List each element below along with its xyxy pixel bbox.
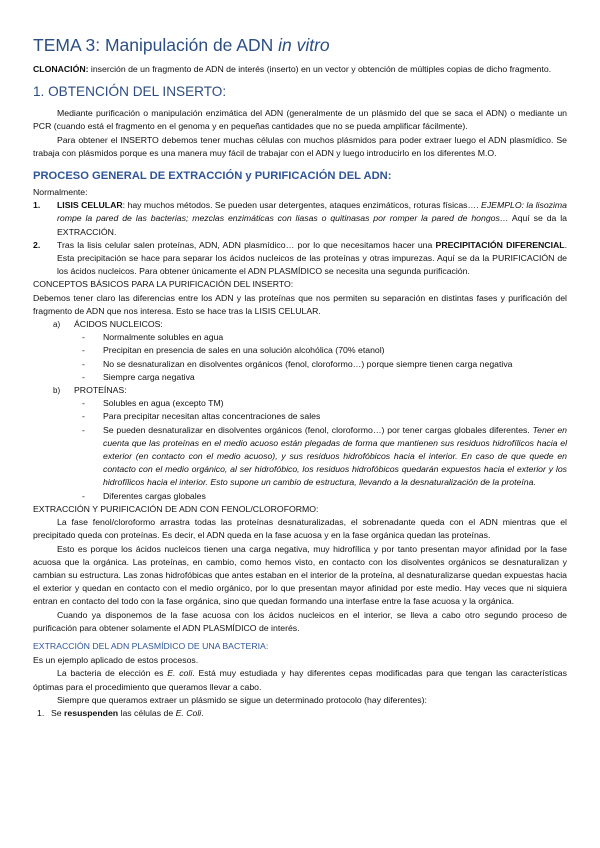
precip-text-b: . Esta precipitación se hace para separar los ácidos nucleicos de las proteínas y otras impurezas. Aquí se da la PURIFICACIÓN de los ácidos nucleicos. Para obtener únicamente el ADN PLASMÍDICO se necesita una segunda purificación.	[57, 239, 567, 277]
list-item	[33, 239, 567, 279]
precip-label: PRECIPITACIÓN DIFERENCIAL	[435, 239, 565, 250]
list-item: - Diferentes cargas globales	[103, 490, 567, 503]
resuspend-label: resuspenden	[64, 707, 119, 718]
text: las células de	[118, 707, 176, 718]
nucleic-acids-list	[33, 331, 567, 384]
subsection-a	[33, 318, 567, 331]
precip-text-a: Tras la lisis celular salen proteínas, ADN, ADN plasmídico… por lo que necesitamos hacer una	[57, 239, 436, 250]
proteins-list	[33, 397, 567, 503]
list-item	[33, 199, 567, 239]
protocol-list	[33, 707, 567, 720]
text: .	[201, 707, 204, 718]
species-name: E. coli	[167, 668, 193, 679]
normalmente-label: Normalmente:	[33, 187, 88, 198]
bacteria-heading: EXTRACCIÓN DEL ADN PLASMÍDICO DE UNA BACTERIA:	[33, 640, 269, 651]
section-1-heading: 1. OBTENCIÓN DEL INSERTO:	[33, 84, 227, 100]
list-item: - Para precipitar necesitan altas concentraciones de sales	[103, 410, 567, 423]
list-number: 2.	[33, 239, 41, 250]
title-main: TEMA 3: Manipulación de ADN	[33, 35, 279, 55]
list-number: 1.	[37, 707, 45, 718]
list-number: 1.	[33, 200, 41, 211]
text: Se	[51, 707, 65, 718]
lisis-example: EJEMPLO: la lisozima rompe la pared de las bacterias; mezclas enzimáticas con liasas o quitinasas por romper la pared de hongos…	[57, 200, 567, 224]
sub-title: PROTEÍNAS:	[74, 385, 127, 396]
paragraph	[33, 667, 567, 693]
paragraph: Mediante purificación o manipulación enzimática del ADN (generalmente de un plásmido del que se saca el ADN) o mediante un PCR (cuando está el fragmento en el genoma y en pequeñas cantidades que no se pueda amplificar fácilmente).	[33, 108, 567, 132]
sub-label: b)	[53, 386, 61, 396]
list-item	[33, 707, 567, 720]
paragraph: Debemos tener claro las diferencias entre los ADN y las proteínas que nos permiten su separación en distintas fases y purificación del fragmento de ADN que nos interesa. Esto se hace tras la LISIS CELULAR.	[33, 292, 567, 316]
list-item	[103, 424, 567, 490]
b3-text: Se pueden desnaturalizar en disolventes orgánicos (fenol, cloroformo…) por tener cargas globales diferentes.	[103, 424, 533, 435]
process-heading: PROCESO GENERAL DE EXTRACCIÓN y PURIFICACIÓN DEL ADN:	[33, 170, 392, 183]
list-item: - Siempre carga negativa	[103, 371, 567, 384]
sub-title: ÁCIDOS NUCLEICOS:	[74, 319, 163, 330]
text: . Está muy estudiada y hay diferentes cepas modificadas para que tengan las características óptimas para el procedimiento que queramos llevar a cabo.	[33, 668, 567, 692]
subsection-b	[33, 384, 567, 397]
paragraph: Es un ejemplo aplicado de estos procesos.	[33, 655, 199, 666]
list-item: - Normalmente solubles en agua	[103, 331, 567, 344]
text: La bacteria de elección es	[57, 668, 168, 679]
clonacion-definition	[33, 63, 567, 76]
paragraph: Esto es porque los ácidos nucleicos tienen una carga negativa, muy hidrofílica y por tanto presentan mayor afinidad por la fase acuosa que la orgánica. Las proteínas, en cambio, como hemos visto, en contacto con los disolventes orgánicos se desnaturalizan y cambian su estructura. Las zonas hidrofóbicas que antes estaban en el interior de la proteína, al desnaturalizarse quedan expuestas hacia el exterior y quedan en contacto con el medio orgánico, por lo que presentan mayor afinidad por este medio. Hay veces que ni siquiera entran en contacto del todo con la fase orgánica, sino que quedan formando una interfase entre la fase acuosa y la orgánica.	[33, 543, 567, 607]
sub-label: a)	[53, 320, 61, 330]
page-title	[33, 34, 567, 56]
conceptos-heading: CONCEPTOS BÁSICOS PARA LA PURIFICACIÓN DEL INSERTO:	[33, 279, 294, 290]
process-steps-list	[33, 199, 567, 278]
paragraph: Para obtener el INSERTO debemos tener muchas células con muchos plásmidos para poder extraer luego el ADN plasmídico. Se trabaja con plásmidos porque es una manera muy fácil de trabajar con el ADN y luego introducirlo en los diferentes M.O.	[33, 134, 567, 158]
fenol-heading: EXTRACCIÓN Y PURIFICACIÓN DE ADN CON FENOL/CLOROFORMO:	[33, 503, 319, 514]
lisis-tail: Aquí se da la EXTRACCIÓN.	[57, 213, 567, 237]
paragraph: La fase fenol/cloroformo arrastra todas las proteínas desnaturalizadas, el sobrenadante queda con el ADN mientras que el precipitado queda con proteínas. Es decir, el ADN queda en la fase acuosa y en la fase orgánica quedan las proteínas.	[33, 517, 567, 541]
title-italic: in vitro	[278, 35, 330, 55]
list-item: - No se desnaturalizan en disolventes orgánicos (fenol, cloroformo…) porque siempre tienen carga negativa	[103, 358, 567, 371]
clonacion-label: CLONACIÓN:	[33, 64, 89, 74]
species-name: E. Coli	[175, 707, 202, 718]
paragraph: Siempre que queramos extraer un plásmido se sigue un determinado protocolo (hay diferentes):	[57, 694, 427, 705]
lisis-label: LISIS CELULAR	[57, 200, 123, 211]
paragraph: Cuando ya disponemos de la fase acuosa con los ácidos nucleicos en el interior, se lleva a cabo otro segundo proceso de purificación para obtener solamente el ADN PLASMÍDICO de interés.	[33, 609, 567, 633]
b3-italic: Tener en cuenta que las proteínas en el medio acuoso están plegadas de forma que mantienen sus residuos hidrofílicos hacia el exterior (en contacto con el medio acuoso), y sus residuos hidrofóbicos hacia el interior. En caso de que quede en contacto con el medio orgánico, al ser hidrofóbico, los residuos hidrofóbicos quedarán expuestos hacia el exterior y los hidrofílicos hacia el interior. Esto supone un cambio de estructura, llevando a la desnaturalización de la proteína.	[103, 424, 567, 488]
lisis-text: : hay muchos métodos. Se pueden usar detergentes, ataques enzimáticos, roturas físicas….	[122, 200, 479, 211]
list-item: - Solubles en agua (excepto TM)	[103, 397, 567, 410]
clonacion-text: inserción de un fragmento de ADN de interés (inserto) en un vector y obtención de múltiples copias de dicho fragmento.	[88, 64, 552, 74]
list-item: - Precipitan en presencia de sales en una solución alcohólica (70% etanol)	[103, 344, 567, 357]
